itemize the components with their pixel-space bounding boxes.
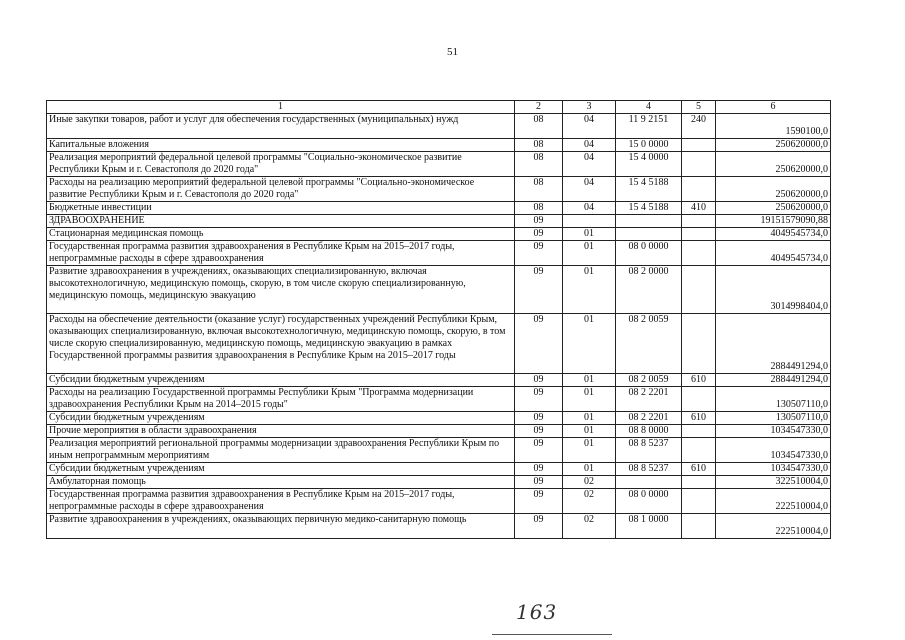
cell-target-article: 08 0 0000 [616, 489, 682, 514]
cell-expense-type [682, 177, 716, 202]
cell-amount: 2884491294,0 [716, 374, 831, 387]
cell-amount: 250620000,0 [716, 139, 831, 152]
table-row [47, 463, 831, 476]
cell-amount: 1590100,0 [716, 114, 831, 139]
header-col-1: 1 [47, 101, 515, 114]
cell-description: Субсидии бюджетным учреждениям [47, 463, 515, 476]
cell-target-article: 08 8 5237 [616, 438, 682, 463]
cell-subsection: 01 [563, 228, 616, 241]
cell-section: 08 [515, 114, 563, 139]
cell-target-article: 08 2 2201 [616, 412, 682, 425]
table-row [47, 374, 831, 387]
cell-section: 09 [515, 489, 563, 514]
cell-expense-type [682, 228, 716, 241]
cell-expense-type: 610 [682, 374, 716, 387]
budget-table [46, 100, 831, 539]
cell-section: 09 [515, 514, 563, 539]
cell-section: 09 [515, 314, 563, 374]
cell-section: 09 [515, 228, 563, 241]
table-row [47, 228, 831, 241]
cell-target-article [616, 476, 682, 489]
cell-expense-type [682, 476, 716, 489]
table-row [47, 152, 831, 177]
cell-expense-type [682, 139, 716, 152]
cell-section: 08 [515, 202, 563, 215]
cell-description: Амбулаторная помощь [47, 476, 515, 489]
cell-target-article: 08 2 2201 [616, 387, 682, 412]
cell-subsection: 01 [563, 374, 616, 387]
cell-description: Расходы на реализацию мероприятий федеральной целевой программы "Социально-экономическое развитие Республики Крым и г. Севастополя до 2020 года" [47, 177, 515, 202]
cell-expense-type: 240 [682, 114, 716, 139]
cell-description: Развитие здравоохранения в учреждениях, оказывающих первичную медико-санитарную помощь [47, 514, 515, 539]
cell-target-article [616, 228, 682, 241]
cell-section: 09 [515, 438, 563, 463]
cell-amount: 322510004,0 [716, 476, 831, 489]
cell-expense-type [682, 241, 716, 266]
cell-expense-type [682, 425, 716, 438]
table-row [47, 177, 831, 202]
cell-expense-type [682, 387, 716, 412]
cell-expense-type [682, 438, 716, 463]
cell-description: Бюджетные инвестиции [47, 202, 515, 215]
cell-amount: 1034547330,0 [716, 425, 831, 438]
cell-target-article: 08 1 0000 [616, 514, 682, 539]
cell-subsection: 01 [563, 463, 616, 476]
table-row [47, 314, 831, 374]
cell-description: Реализация мероприятий федеральной целевой программы "Социально-экономическое развитие Республики Крым и г. Севастополя до 2020 года" [47, 152, 515, 177]
table-row [47, 202, 831, 215]
cell-expense-type: 610 [682, 463, 716, 476]
table-row [47, 514, 831, 539]
cell-subsection: 01 [563, 241, 616, 266]
cell-amount: 130507110,0 [716, 412, 831, 425]
cell-description: Реализация мероприятий региональной программы модернизации здравоохранения Республики Крым по иным непрограммным мероприятиям [47, 438, 515, 463]
cell-description: ЗДРАВООХРАНЕНИЕ [47, 215, 515, 228]
cell-section: 09 [515, 241, 563, 266]
cell-section: 08 [515, 139, 563, 152]
cell-subsection: 01 [563, 266, 616, 314]
cell-subsection: 01 [563, 412, 616, 425]
table-row [47, 241, 831, 266]
cell-amount: 1034547330,0 [716, 463, 831, 476]
header-col-5: 5 [682, 101, 716, 114]
cell-amount: 130507110,0 [716, 387, 831, 412]
table-row [47, 215, 831, 228]
cell-subsection: 01 [563, 387, 616, 412]
cell-subsection: 04 [563, 152, 616, 177]
cell-amount: 4049545734,0 [716, 241, 831, 266]
cell-amount: 222510004,0 [716, 489, 831, 514]
cell-amount: 2884491294,0 [716, 314, 831, 374]
cell-section: 09 [515, 387, 563, 412]
cell-target-article: 08 0 0000 [616, 241, 682, 266]
cell-description: Развитие здравоохранения в учреждениях, оказывающих специализированную, включая высокотехнологичную, медицинскую помощь, скорую, в том числе скорую специализированную, медицинскую помощь, медицинскую эвакуацию [47, 266, 515, 314]
cell-description: Прочие мероприятия в области здравоохранения [47, 425, 515, 438]
cell-description: Государственная программа развития здравоохранения в Республике Крым на 2015–2017 годы, непрограммные расходы в сфере здравоохранения [47, 489, 515, 514]
handwritten-page-mark: 163 [516, 600, 558, 624]
cell-target-article: 15 4 5188 [616, 202, 682, 215]
cell-amount: 3014998404,0 [716, 266, 831, 314]
cell-subsection: 01 [563, 425, 616, 438]
cell-amount: 1034547330,0 [716, 438, 831, 463]
cell-target-article: 08 8 0000 [616, 425, 682, 438]
cell-target-article: 15 4 5188 [616, 177, 682, 202]
cell-expense-type [682, 266, 716, 314]
cell-expense-type [682, 314, 716, 374]
cell-expense-type [682, 152, 716, 177]
cell-section: 09 [515, 266, 563, 314]
cell-target-article: 15 0 0000 [616, 139, 682, 152]
cell-target-article: 08 2 0059 [616, 374, 682, 387]
cell-section: 08 [515, 177, 563, 202]
cell-description: Иные закупки товаров, работ и услуг для обеспечения государственных (муниципальных) нужд [47, 114, 515, 139]
cell-section: 09 [515, 425, 563, 438]
cell-section: 09 [515, 476, 563, 489]
cell-section: 08 [515, 152, 563, 177]
cell-description: Субсидии бюджетным учреждениям [47, 412, 515, 425]
cell-subsection: 04 [563, 202, 616, 215]
table-row [47, 412, 831, 425]
cell-amount: 4049545734,0 [716, 228, 831, 241]
table-row [47, 266, 831, 314]
header-col-6: 6 [716, 101, 831, 114]
cell-section: 09 [515, 412, 563, 425]
cell-subsection: 02 [563, 489, 616, 514]
cell-subsection [563, 215, 616, 228]
cell-subsection: 01 [563, 438, 616, 463]
cell-expense-type: 610 [682, 412, 716, 425]
cell-amount: 19151579090,88 [716, 215, 831, 228]
cell-expense-type [682, 514, 716, 539]
cell-description: Расходы на реализацию Государственной программы Республики Крым "Программа модернизации здравоохранения Республики Крым на 2014–2015 годы" [47, 387, 515, 412]
cell-subsection: 02 [563, 476, 616, 489]
header-row [47, 101, 831, 114]
table-row [47, 114, 831, 139]
cell-section: 09 [515, 374, 563, 387]
cell-description: Государственная программа развития здравоохранения в Республике Крым на 2015–2017 годы, непрограммные расходы в сфере здравоохранения [47, 241, 515, 266]
cell-expense-type [682, 489, 716, 514]
header-col-2: 2 [515, 101, 563, 114]
header-col-3: 3 [563, 101, 616, 114]
cell-description: Стационарная медицинская помощь [47, 228, 515, 241]
cell-section: 09 [515, 215, 563, 228]
cell-description: Субсидии бюджетным учреждениям [47, 374, 515, 387]
cell-subsection: 04 [563, 114, 616, 139]
cell-target-article: 08 2 0000 [616, 266, 682, 314]
cell-target-article: 08 2 0059 [616, 314, 682, 374]
cell-amount: 250620000,0 [716, 152, 831, 177]
cell-section: 09 [515, 463, 563, 476]
table-row [47, 387, 831, 412]
cell-subsection: 01 [563, 314, 616, 374]
cell-subsection: 02 [563, 514, 616, 539]
table-row [47, 438, 831, 463]
table-row [47, 139, 831, 152]
table-row [47, 425, 831, 438]
cell-amount: 222510004,0 [716, 514, 831, 539]
cell-description: Расходы на обеспечение деятельности (оказание услуг) государственных учреждений Республики Крым, оказывающих специализированную, включая высокотехнологичную, медицинскую помощь, скорую, в том числе скорую специализированную, медицинскую помощь, медицинскую эвакуацию в рамках Государственной программы развития здравоохранения в Республике Крым на 2015–2017 годы [47, 314, 515, 374]
table-row [47, 489, 831, 514]
cell-amount: 250620000,0 [716, 202, 831, 215]
cell-expense-type [682, 215, 716, 228]
cell-target-article: 08 8 5237 [616, 463, 682, 476]
scan-artifact-line [492, 634, 612, 635]
cell-subsection: 04 [563, 177, 616, 202]
header-col-4: 4 [616, 101, 682, 114]
cell-expense-type: 410 [682, 202, 716, 215]
table-row [47, 476, 831, 489]
cell-target-article: 11 9 2151 [616, 114, 682, 139]
cell-target-article: 15 4 0000 [616, 152, 682, 177]
cell-subsection: 04 [563, 139, 616, 152]
cell-target-article [616, 215, 682, 228]
cell-description: Капитальные вложения [47, 139, 515, 152]
page-number: 51 [447, 46, 458, 58]
cell-amount: 250620000,0 [716, 177, 831, 202]
